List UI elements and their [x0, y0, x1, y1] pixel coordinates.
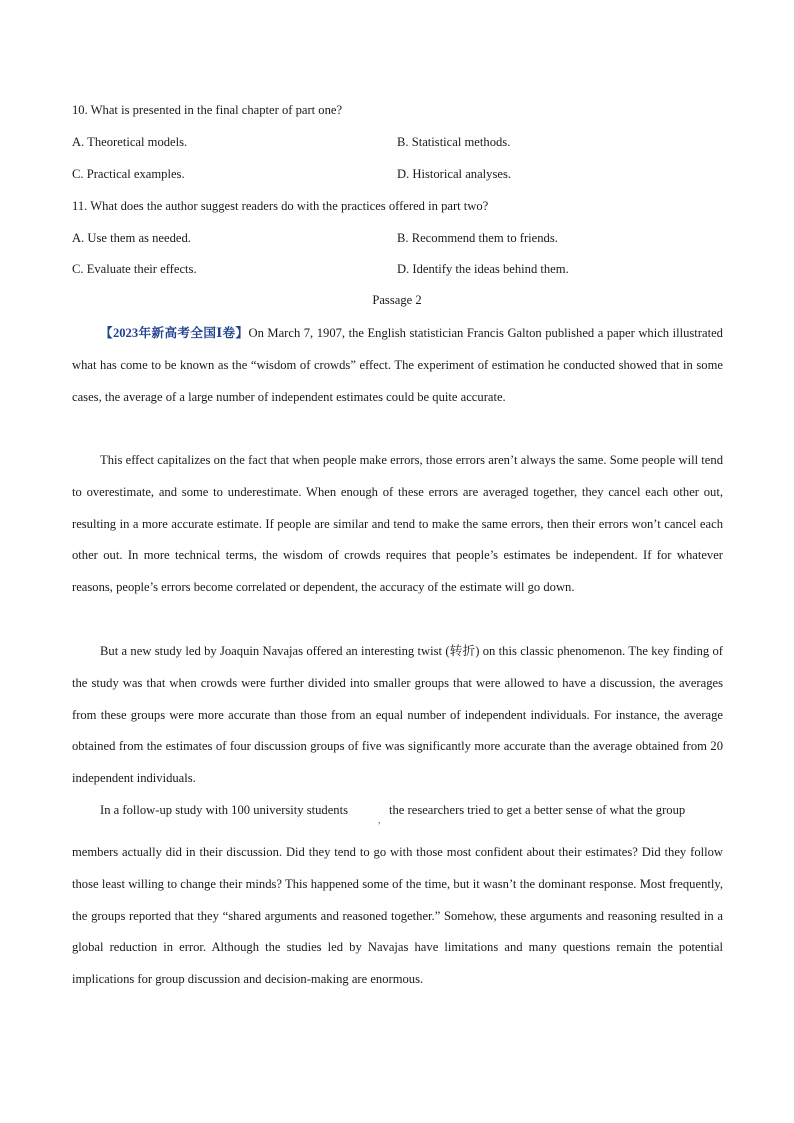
question-10-stem: 10. What is presented in the final chapter of part one?: [72, 103, 343, 117]
passage-paragraph-1: [72, 318, 723, 413]
q10-option-b: B. Statistical methods.: [397, 135, 511, 149]
stray-comma: ,: [378, 815, 381, 825]
question-11-stem: 11. What does the author suggest readers do with the practices offered in part two?: [72, 199, 489, 213]
q11-option-d: D. Identify the ideas behind them.: [397, 262, 569, 276]
paragraph-4-line-1-start: In a follow-up study with 100 university students: [100, 803, 349, 817]
passage-paragraph-4: members actually did in their discussion. Did they tend to go with those most confident about their estimates? Did they follow those least willing to change their minds? This happened some of the time, but it wasn’t the dominant response. Most frequently, the groups reported that they “shared arguments and reasoned together.” Somehow, these arguments and reasoning resulted in a global reduction in error. Although the studies led by Navajas have limitations and many questions remain the potential implications for group discussion and decision-making are enormous.: [72, 845, 723, 987]
q10-option-d: D. Historical analyses.: [397, 167, 512, 181]
paragraph-4-line-1-end: the researchers tried to get a better sense of what the group: [389, 803, 686, 817]
source-tag: 【2023年新高考全国Ⅰ卷】: [100, 326, 249, 340]
passage-paragraph-2: This effect capitalizes on the fact that when people make errors, those errors aren’t always the same. Some people will tend to overestimate, and some to underestimate. When enough of these errors are averaged together, they cancel each other out, resulting in a more accurate estimate. If people are similar and tend to make the same errors, then their errors won’t cancel each other out. In more technical terms, the wisdom of crowds requires that people’s estimates be independent. If for whatever reasons, people’s errors become correlated or dependent, the accuracy of the estimate will go down.: [72, 453, 723, 595]
q11-option-b: B. Recommend them to friends.: [397, 231, 558, 245]
q10-option-c: C. Practical examples.: [72, 167, 185, 181]
paragraph-1-text: On March 7, 1907, the English statistician Francis Galton published a paper which illustrated what has come to be known as the “wisdom of crowds” effect. The experiment of estimation he conducted showed that in some cases, the average of a large number of independent estimates could be quite accurate.: [72, 326, 723, 404]
q11-option-c: C. Evaluate their effects.: [72, 262, 197, 276]
q11-option-a: A. Use them as needed.: [72, 231, 191, 245]
passage-paragraph-3: But a new study led by Joaquin Navajas offered an interesting twist (转折) on this classic phenomenon. The key finding of the study was that when crowds were further divided into smaller groups that were allowed to have a discussion, the averages from these groups were more accurate than those from an equal number of independent individuals. For instance, the average obtained from the estimates of four discussion groups of five was significantly more accurate than the average obtained from 20 independent individuals.: [72, 644, 723, 786]
q10-option-a: A. Theoretical models.: [72, 135, 188, 149]
passage-title: Passage 2: [372, 293, 422, 307]
